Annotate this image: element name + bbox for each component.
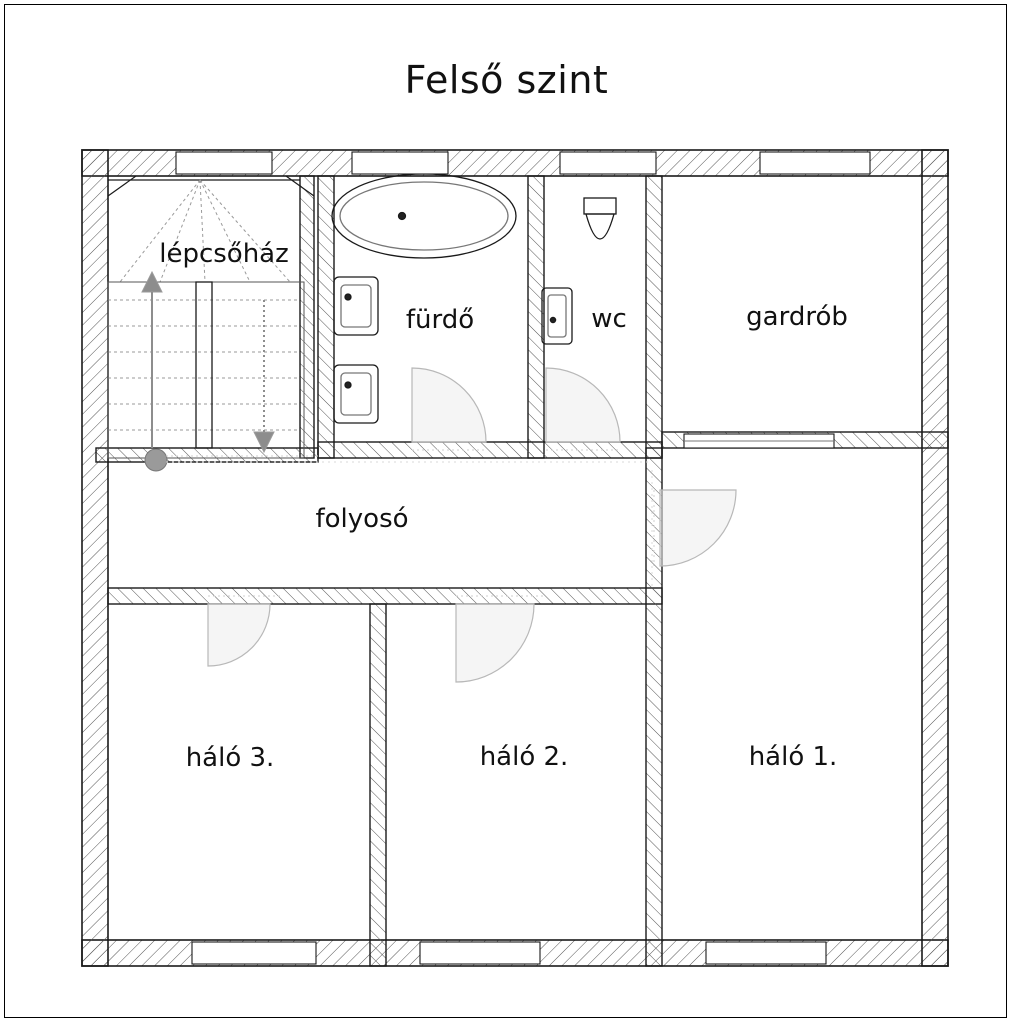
room-label-halo3: háló 3. xyxy=(185,743,275,773)
room-label-lepcsohaz: lépcsőház xyxy=(159,239,289,269)
door-wc xyxy=(546,368,620,442)
bathtub-fixture xyxy=(332,174,516,258)
exterior-walls xyxy=(82,150,948,966)
room-label-furdo: fürdő xyxy=(405,305,475,335)
room-label-halo2: háló 2. xyxy=(479,742,569,772)
washbasin-fixtures xyxy=(334,277,378,423)
windows xyxy=(176,152,870,964)
door-halo2 xyxy=(456,604,534,682)
staircase xyxy=(108,176,314,471)
room-label-wc: wc xyxy=(591,304,627,334)
door-gardrob xyxy=(660,490,736,566)
page-title: Felső szint xyxy=(404,58,609,102)
room-label-halo1: háló 1. xyxy=(748,742,838,772)
corridor-guides xyxy=(166,462,652,588)
door-halo3 xyxy=(208,604,270,666)
interior-walls xyxy=(96,176,948,966)
door-furdo xyxy=(412,368,486,442)
room-label-gardrob: gardrób xyxy=(746,302,848,332)
room-label-folyoso: folyosó xyxy=(315,504,409,534)
door-openings xyxy=(166,450,654,596)
